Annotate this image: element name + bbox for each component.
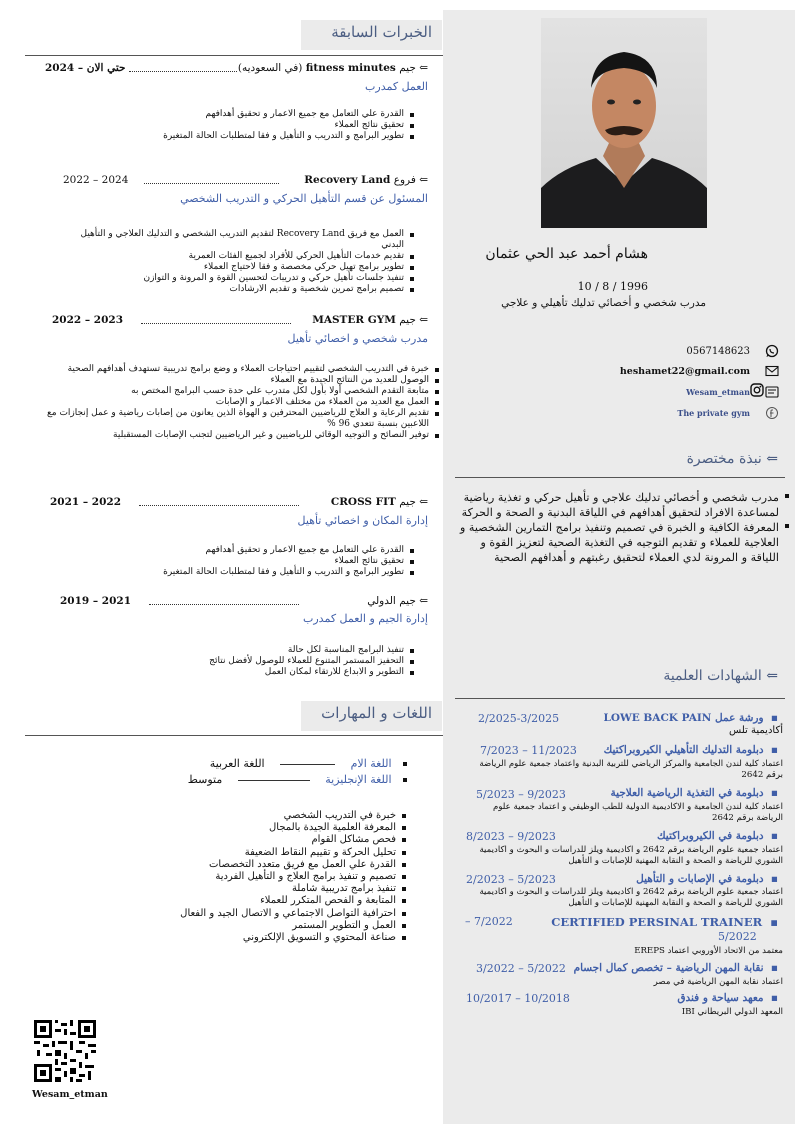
arrow-icon: ⇐ (419, 595, 428, 607)
list-item: صناعة المحتوي و التسويق الإلكتروني (147, 932, 407, 944)
list-item: احترافية التواصل الاجتماعي و الاتصال الجيد و الفعال (147, 908, 407, 920)
arrow-icon: ⇐ (766, 668, 778, 684)
qr-caption: Wesam_etman (32, 1089, 108, 1100)
list-item: الوصول للعديد من النتائج الجيدة مع العملاء (25, 375, 440, 386)
list-item: تنفيذ البرامج المناسبة لكل حالة (115, 645, 415, 656)
job-bullets (65, 229, 415, 295)
list-item: العمل مع العديد من العملاء من مختلف الاعمار و الإصابات (25, 397, 440, 408)
message-icon (764, 384, 780, 400)
list-item: تنفيذ جلسات تأهيل حركي و تدريبات لتحسين القوة و المرونة و التوازن (65, 273, 415, 284)
leader-dots (144, 176, 279, 184)
contact-row[interactable]: 0567148623 (560, 343, 780, 359)
job-role: العمل كمدرب (365, 80, 428, 93)
job-dates: 2019 – 2021 (60, 595, 299, 607)
arrow-icon: ⇐ (419, 174, 428, 186)
list-item: خبرة في التدريب الشخصي لتقييم احتياجات العملاء و وضع برامج تدريبية تستهدف أهدافهم الصحية (25, 364, 440, 375)
leader-line (280, 764, 335, 765)
job-title-international-gym: ⇐ جيم الدولي (367, 595, 428, 607)
list-item: المتابعة و الفحص المتكرر للعملاء (147, 895, 407, 907)
list-item: تنفيذ برامج تدريبية شاملة (147, 883, 407, 895)
summary-header: ⇐ نبذة مختصرة (686, 451, 778, 467)
cert-title: ▪ نقابة المهن الرياضية – تخصص كمال اجسام (573, 962, 778, 974)
summary-list (455, 490, 790, 565)
skills-list (147, 810, 407, 944)
list-item: العمل و التطوير المستمر (147, 920, 407, 932)
cert-title: ▪ دبلومة في الكيروبراكتيك (656, 830, 778, 842)
cert-sub: أكاديمية تلس (728, 725, 783, 736)
job-title-cross-fit: ⇐ جيم CROSS FIT (330, 496, 428, 508)
instagram-icon[interactable] (750, 383, 764, 397)
job-bullets (75, 545, 415, 578)
contact-row[interactable]: The private gym (560, 405, 780, 421)
list-item: القدرة علي التعامل مع جميع الاعمار و تحقيق أهدافهم (85, 109, 415, 120)
profile-name: هشام أحمد عبد الحي عثمان (485, 246, 648, 262)
experience-header: الخبرات السابقة (301, 20, 442, 50)
cert-title: ▪ CERTIFIED PERSINAL TRAINER (551, 915, 778, 929)
divider (455, 477, 785, 478)
list-item: القدرة علي التعامل مع جميع الاعمار و تحقيق أهدافهم (75, 545, 415, 556)
bullet (403, 778, 407, 782)
list-item: تحليل الحركة و تقييم النقاط الضعيفة (147, 847, 407, 859)
mail-icon (764, 363, 780, 379)
arrow-icon: ⇐ (766, 451, 778, 467)
cert-title: ▪ دبلومة في التغذية الرياضية العلاجية (610, 787, 778, 799)
cert-sub: معتمد من الاتحاد الأوروبي اعتماد EREPS (634, 946, 783, 956)
profile-dob: 10 / 8 / 1996 (577, 280, 648, 293)
job-dates: 2022 – 2023 (52, 314, 291, 326)
job-dates: 2021 – 2022 (50, 496, 299, 508)
cert-dates: – 7/2022 (465, 915, 513, 928)
cert-dates: 10/2017 – 10/2018 (466, 992, 570, 1005)
qr-code (34, 1020, 96, 1082)
cert-dates: 2/2023 – 5/2023 (466, 873, 556, 886)
job-dates: 2024 – حتي الان (45, 62, 237, 74)
cert-dates: 8/2023 – 9/2023 (466, 830, 556, 843)
leader-dots (129, 64, 237, 72)
bullet (403, 762, 407, 766)
list-item: خبرة في التدريب الشخصي (147, 810, 407, 822)
job-title-fitness-minutes: ⇐ جيم fitness minutes (في السعوديه) (237, 62, 428, 74)
list-item: المعرفة الكافية و الخبرة في تصميم وتنفيذ برامج التمارين الشخصية و العلاجية للعملاء و تقديم التوجيه في التغذية الصحية لتعزيز القوة و اللياقة و المرونة لدي العملاء لتحقيق رغبتهم و أهدافهم الصحية (455, 520, 790, 565)
list-item: تقديم خدمات التأهيل الحركي للأفراد لجميع الفئات العمرية (65, 251, 415, 262)
cert-dates: 5/2023 – 9/2023 (476, 788, 566, 801)
job-role: المسئول عن قسم التأهيل الحركي و التدريب الشخصي (180, 192, 428, 205)
list-item: تصميم برامج تمرين شخصية و تقديم الارشادات (65, 284, 415, 295)
cert-title: ▪ دبلومة في الإصابات و التأهيل (636, 873, 778, 885)
list-item: مدرب شخصي و أخصائي تدليك علاجي و تأهيل حركي و تغذية رياضية لمساعدة الافراد لتحقيق أهدافهم في اللياقة البدنية و الصحة و الحركة (455, 490, 790, 520)
language-row: اللغة الإنجليزية متوسط (188, 773, 407, 786)
contact-row[interactable]: Wesam_etman (560, 384, 780, 400)
cert-dates-end: 5/2022 (718, 930, 757, 943)
list-item: توفير النصائح و التوجيه الوقائي للرياضيين و غير الرياضيين لتجنب الإصابات المستقبلية (25, 430, 440, 441)
job-role: إدارة المكان و اخصائي تأهيل (297, 514, 428, 527)
divider (25, 735, 443, 736)
arrow-icon: ⇐ (419, 62, 428, 74)
certs-header: ⇐ الشهادات العلمية (663, 668, 778, 684)
contact-row[interactable]: heshamet22@gmail.com (560, 363, 780, 379)
list-item: التطوير و الابداع للارتقاء لمكان العمل (115, 667, 415, 678)
leader-dots (141, 316, 291, 324)
cert-dates: 7/2023 – 11/2023 (480, 744, 577, 757)
list-item: المعرفة العلمية الجيدة بالمجال (147, 822, 407, 834)
list-item: القدرة علي العمل مع فريق متعدد التخصصات (147, 859, 407, 871)
cert-sub: اعتماد كلية لندن الجامعية والمركز الرياضي للتربية البدنية واعتماد جمعية علوم الرياضة برقم 2642 (479, 759, 783, 780)
list-item: تطوير البرامج و التدريب و التأهيل و فقا لمتطلبات الحالة المتغيرة (85, 131, 415, 142)
profile-photo (541, 18, 707, 228)
cert-sub: المعهد الدولي البريطاني IBI (681, 1007, 783, 1017)
arrow-icon: ⇐ (419, 496, 428, 508)
job-dates: 2022 – 2024 (63, 174, 279, 186)
list-item: متابعة التقدم الشخصي أولا بأول لكل متدرب علي حدة حسب البرامج المختص به (25, 386, 440, 397)
cert-sub: اعتماد جمعية علوم الرياضة برقم 2642 و اكاديمية ويلز للدراسات و البحوث و اكاديمية الشوري للرياضة و الصحة و النقابة المهنية للإصابات و التأهيل (479, 845, 783, 866)
leader-dots (139, 498, 299, 506)
leader-line (238, 780, 310, 781)
language-row: اللغة الام اللغة العربية (210, 757, 407, 770)
job-bullets (85, 109, 415, 142)
cert-title: ▪ دبلومة التدليك التأهيلي الكيروبراكتيك (603, 744, 778, 756)
job-title-master-gym: ⇐ جيم MASTER GYM (312, 314, 428, 326)
list-item: فحص مشاكل القوام (147, 834, 407, 846)
list-item: تطوير البرامج و التدريب و التأهيل و فقا لمتطلبات الحالة المتغيرة (75, 567, 415, 578)
job-role: إدارة الجيم و العمل كمدرب (303, 612, 428, 625)
profile-title: مدرب شخصي و أخصائي تدليك تأهيلي و علاجي (501, 297, 706, 309)
job-role: مدرب شخصي و اخصائي تأهيل (287, 332, 428, 345)
divider (25, 55, 443, 56)
leader-dots (149, 597, 299, 605)
list-item: تقديم الرعاية و العلاج للرياضيين المحترفين و الهواة الذين يعانون من إصابات رياضية و عمل إنجازات مع اللاعبين بنسبة تتعدي 96 % (25, 408, 440, 430)
whatsapp-icon (764, 343, 780, 359)
job-bullets (25, 364, 440, 441)
cert-sub: اعتماد نقابة المهن الرياضية في مصر (653, 977, 783, 987)
divider (455, 698, 785, 699)
facebook-icon (764, 405, 780, 421)
list-item: تصميم و تنفيذ برامج العلاج و التأهيل الفردية (147, 871, 407, 883)
cert-dates: 3/2022 – 5/2022 (476, 962, 566, 975)
cert-title: ▪ معهد سياحة و فندق (677, 992, 778, 1004)
list-item: تحقيق نتائج العملاء (75, 556, 415, 567)
list-item: التحفيز المستمر المتنوع للعملاء للوصول لأفضل نتائج (115, 656, 415, 667)
list-item: تطوير برامج تهيل حركي مخصصة و فقا لاحتياج العملاء (65, 262, 415, 273)
list-item: العمل مع فريق Recovery Land لتقديم التدريب الشخصي و التدليك العلاجي و التأهيل البدني (65, 229, 415, 251)
job-title-recovery-land: ⇐ فروع Recovery Land (304, 174, 428, 186)
cert-sub: اعتماد كلية لندن الجامعية و الاكاديمية الدولية للطب الوظيفي و اعتماد جمعية علوم الرياضة برقم 2642 (493, 802, 783, 823)
cert-sub: اعتماد جمعية علوم الرياضة برقم 2642 و اكاديمية ويلز للدراسات و البحوث و اكاديمية الشوري للرياضة و الصحة و النقابة المهنية للإصابات و التأهيل (479, 887, 783, 908)
job-bullets (115, 645, 415, 678)
cert-dates: 2/2025-3/2025 (478, 712, 560, 725)
arrow-icon: ⇐ (419, 314, 428, 326)
skills-header: اللغات و المهارات (301, 701, 442, 731)
list-item: تحقيق نتائج العملاء (85, 120, 415, 131)
cert-title: ▪ ورشة عمل LOWE BACK PAIN (603, 712, 778, 724)
